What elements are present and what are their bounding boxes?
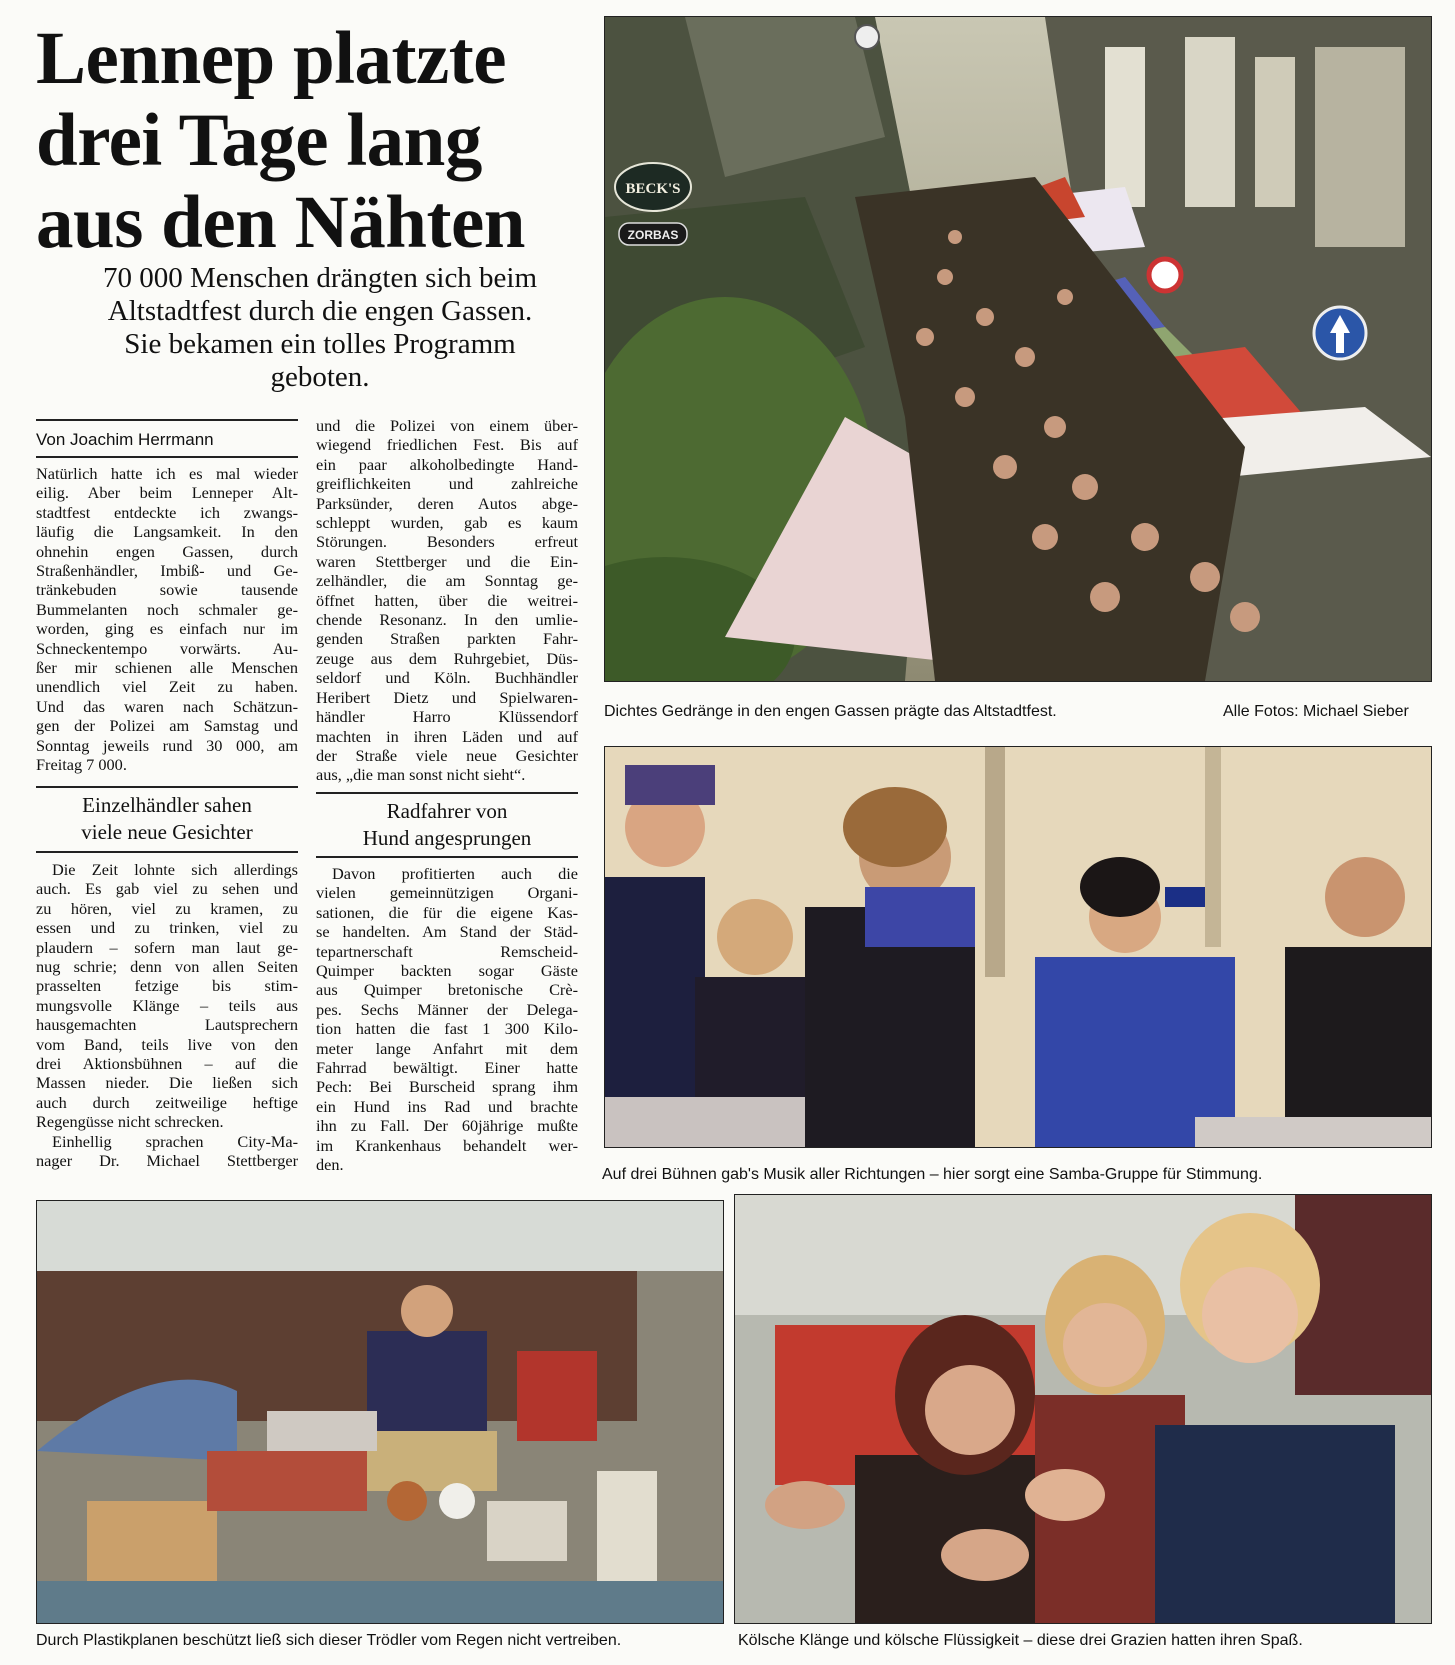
- text-line: tränkebuden sowie tausende: [36, 580, 298, 600]
- text-line: Freitag 7 000.: [36, 755, 127, 775]
- text-line: Straßenhändler, Imbiß- und Ge-: [36, 561, 298, 581]
- photo-flea-caption: Durch Plastikplanen beschützt ließ sich dieser Trödler vom Regen nicht vertreiben.: [36, 1632, 622, 1649]
- photo-street-festival: [604, 16, 1432, 682]
- text-line: Einhellig sprachen City-Ma-: [52, 1131, 298, 1151]
- photo-women-caption: Kölsche Klänge und kölsche Flüssigkeit – diese drei Grazien hatten ihren Spaß.: [738, 1632, 1303, 1649]
- text-line: Sonntag jeweils rund 30 000, am: [36, 735, 298, 755]
- subheading-2-bottom-rule: [316, 856, 578, 858]
- text-line: essen und zu trinken, viel zu: [36, 918, 298, 938]
- text-line: Die Zeit lohnte sich allerdings: [52, 860, 298, 879]
- text-line: Heribert Dietz und Spielwaren-: [316, 687, 578, 707]
- photo-street-caption: Dichtes Gedränge in den engen Gassen prägte das Altstadtfest.: [604, 703, 1057, 720]
- text-line: gen der Polizei am Samstag und: [36, 716, 298, 736]
- text-line: der Straße viele neue Gesichter: [316, 745, 578, 765]
- photo-samba-group: [604, 746, 1432, 1148]
- text-line: den.: [316, 1155, 344, 1175]
- photo-flea-market: [36, 1200, 724, 1624]
- subheading-1-top-rule: [36, 786, 298, 788]
- text-line: worden, ging es einfach nur im: [36, 619, 298, 639]
- text-line: prasselten fetzige bis stim-: [36, 976, 298, 996]
- text-line: hausgemachten Lautsprechern: [36, 1015, 298, 1035]
- text-line: öffnet hatten, über die weitrei-: [316, 590, 578, 610]
- becks-sign-text: BECK'S: [625, 181, 681, 197]
- text-line: eilig. Aber beim Lenneper Alt-: [36, 483, 298, 503]
- text-line: ein Hund ins Rad und brachte: [316, 1096, 578, 1116]
- text-line: tion hatten die fast 1 300 Kilo-: [316, 1019, 578, 1039]
- subhead-line: geboten.: [270, 361, 370, 393]
- headline-line: aus den Nähten: [36, 181, 525, 264]
- subhead-line: 70 000 Menschen drängten sich beim: [102, 262, 538, 294]
- text-line: Parksünder, deren Autos abge-: [316, 493, 578, 513]
- text-line: im Krankenhaus behandelt wer-: [316, 1135, 578, 1155]
- text-line: pes. Sechs Männer der Delega-: [316, 999, 578, 1019]
- text-line: stadtfest entdeckte ich zwangs-: [36, 502, 298, 522]
- text-line: Schneckentempo vorwärts. Au-: [36, 638, 298, 658]
- subheadline: [40, 262, 600, 394]
- byline-top-rule: [36, 419, 298, 421]
- headline: [36, 18, 596, 264]
- text-line: meter lange Anfahrt mit dem: [316, 1038, 578, 1058]
- text-line: schleppt wurden, gab es kaum: [316, 513, 578, 533]
- subheading-2: [316, 798, 578, 852]
- article-column-2-paragraph-1: [316, 416, 578, 785]
- text-line: auch. Es gab viel zu sehen und: [36, 879, 298, 899]
- text-line: seldorf und Köln. Buchhändler: [316, 668, 578, 688]
- text-line: Natürlich hatte ich es mal wieder: [36, 464, 298, 483]
- text-line: Quimper backten sogar Gäste: [316, 961, 578, 981]
- article-column-2-paragraph-2: [316, 864, 578, 1175]
- photo-samba-caption: Auf drei Bühnen gab's Musik aller Richtungen – hier sorgt eine Samba-Gruppe für Stimmung.: [602, 1166, 1263, 1183]
- text-line: unendlich viel Zeit zu haben.: [36, 677, 298, 697]
- flea-market-image: [37, 1201, 723, 1623]
- text-line: genden Straßen parkten Fahr-: [316, 629, 578, 649]
- byline: Von Joachim Herrmann: [36, 430, 214, 449]
- three-women-image: [735, 1195, 1431, 1623]
- text-line: aus, „die man sonst nicht sieht“.: [316, 765, 526, 785]
- text-line: aus Quimper bretonische Crè-: [316, 980, 578, 1000]
- text-line: zelhändler, die am Sonntag ge-: [316, 571, 578, 591]
- text-line: ihn zu Fall. Der 60jährige mußte: [316, 1116, 578, 1136]
- text-line: waren Stettberger und die Ein-: [316, 551, 578, 571]
- text-line: auch durch zeitweilige heftige: [36, 1092, 298, 1112]
- text-line: vom Band, teils live von den: [36, 1034, 298, 1054]
- subhead-line: Sie bekamen ein tolles Programm: [124, 328, 516, 360]
- subheading-1: [36, 792, 298, 846]
- street-scene-image: [605, 17, 1431, 681]
- text-line: Massen nieder. Die ließen sich: [36, 1073, 298, 1093]
- samba-scene-image: [605, 747, 1431, 1147]
- text-line: plaudern – sofern man laut ge-: [36, 937, 298, 957]
- text-line: Bummelanten noch schmaler ge-: [36, 599, 298, 619]
- text-line: ohnehin engen Gassen, durch: [36, 541, 298, 561]
- text-line: Davon profitierten auch die: [332, 864, 578, 883]
- text-line: chende Resonanz. In den umlie-: [316, 610, 578, 630]
- article-column-1-paragraph-1: [36, 464, 298, 775]
- subheading-line: viele neue Gesichter: [81, 820, 253, 844]
- text-line: machten in ihren Läden und auf: [316, 726, 578, 746]
- subheading-1-bottom-rule: [36, 851, 298, 853]
- text-line: greiflichkeiten und zahlreiche: [316, 474, 578, 494]
- text-line: sationen, die für die eigene Kas-: [316, 902, 578, 922]
- text-line: tepartnerschaft Remscheid-: [316, 941, 578, 961]
- zorbas-sign-text: ZORBAS: [627, 228, 679, 242]
- article-column-1-paragraph-2: [36, 860, 298, 1171]
- subheading-2-top-rule: [316, 792, 578, 794]
- text-line: läufig die Langsamkeit. In den: [36, 522, 298, 542]
- text-line: se handelten. Am Stand der Städ-: [316, 922, 578, 942]
- headline-line: Lennep platzte: [36, 17, 507, 100]
- text-line: vielen gemeinnützigen Organi-: [316, 883, 578, 903]
- text-line: wiegend friedlichen Fest. Bis auf: [316, 435, 578, 455]
- text-line: mungsvolle Klänge – teils aus: [36, 995, 298, 1015]
- text-line: ein paar alkoholbedingte Hand-: [316, 454, 578, 474]
- text-line: händler Harro Klüssendorf: [316, 707, 578, 727]
- text-line: drei Aktionsbühnen – auf die: [36, 1054, 298, 1074]
- text-line: Regengüsse nicht schrecken.: [36, 1112, 224, 1132]
- text-line: Störungen. Besonders erfreut: [316, 532, 578, 552]
- headline-line: drei Tage lang: [36, 99, 482, 182]
- subheading-line: Radfahrer von: [386, 799, 508, 823]
- text-line: zu hören, viel zu kramen, zu: [36, 898, 298, 918]
- subheading-line: Einzelhändler sahen: [82, 793, 252, 817]
- subhead-line: Altstadtfest durch die engen Gassen.: [107, 295, 533, 327]
- text-line: ßer mir schienen alle Menschen: [36, 658, 298, 678]
- text-line: Fahrrad bewältigt. Einer hatte: [316, 1058, 578, 1078]
- text-line: nug schrie; denn von allen Seiten: [36, 957, 298, 977]
- text-line: und die Polizei von einem über-: [316, 416, 578, 435]
- text-line: Pech: Bei Burscheid sprang ihm: [316, 1077, 578, 1097]
- text-line: Und das waren nach Schätzun-: [36, 696, 298, 716]
- subheading-line: Hund angesprungen: [362, 826, 532, 850]
- byline-bottom-rule: [36, 456, 298, 458]
- photo-three-women: [734, 1194, 1432, 1624]
- photo-credit: Alle Fotos: Michael Sieber: [1223, 703, 1409, 720]
- text-line: nager Dr. Michael Stettberger: [36, 1151, 298, 1171]
- text-line: zeuge aus dem Ruhrgebiet, Düs-: [316, 648, 578, 668]
